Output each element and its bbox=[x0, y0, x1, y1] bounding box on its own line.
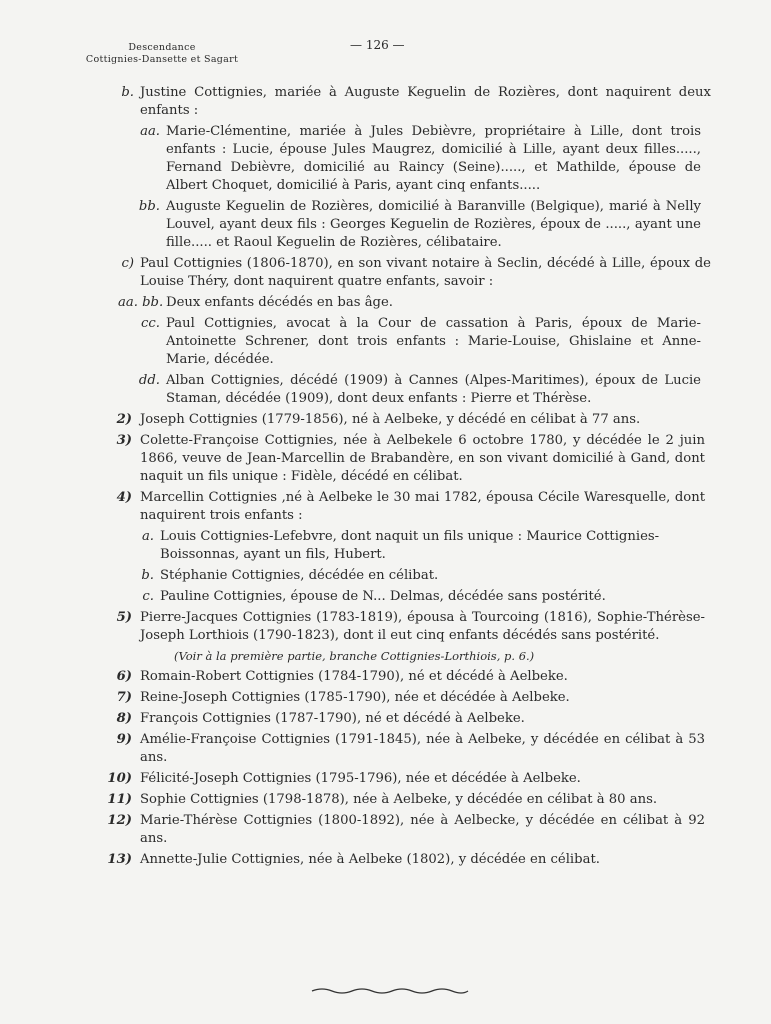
item-text: Justine Cottignies, mariée à Auguste Keguelin de Rozières, dont naquirent deux enfants : bbox=[140, 85, 711, 118]
item-label: 12) bbox=[107, 813, 132, 828]
item-label: dd. bbox=[138, 373, 160, 388]
item-label: bb. bbox=[138, 199, 160, 214]
item-text: Paul Cottignies (1806-1870), en son vivant notaire à Seclin, décédé à Lille, époux de Louise Théry, dont naquirent quatre enfants, savoir : bbox=[140, 256, 711, 289]
item-text: Alban Cottignies, décédé (1909) à Cannes (Alpes-Maritimes), époux de Lucie Staman, décédée (1909), dont deux enfants : Pierre et Thérèse. bbox=[166, 373, 701, 406]
item-text: Pierre-Jacques Cottignies (1783-1819), épousa à Tourcoing (1816), Sophie-Thérèse-Joseph Lorthiois (1790-1823), dont il eut cinq enfants décédés sans postérité. bbox=[140, 610, 705, 643]
list-item bbox=[0, 710, 771, 728]
item-text: Pauline Cottignies, épouse de N... Delmas, décédée sans postérité. bbox=[160, 589, 606, 604]
item-label: 11) bbox=[107, 792, 132, 807]
list-item bbox=[0, 198, 771, 252]
item-label: 9) bbox=[116, 732, 132, 747]
list-item bbox=[0, 489, 771, 525]
cross-reference-note: (Voir à la première partie, branche Cottignies-Lorthiois, p. 6.) bbox=[174, 649, 535, 663]
item-text: Annette-Julie Cottignies, née à Aelbeke (1802), y décédée en célibat. bbox=[140, 852, 600, 867]
item-label: 7) bbox=[116, 690, 132, 705]
item-text: Marie-Clémentine, mariée à Jules Debièvre, propriétaire à Lille, dont trois enfants : Lucie, épouse Jules Maugrez, domicilié à Lille, ayant deux filles....., Fernand Debièvre, domicilié au Raincy (Seine)....., et Mathilde, épouse de Albert Choquet, domicilié à Paris, ayant cinq enfants..... bbox=[166, 124, 701, 193]
list-item bbox=[0, 567, 771, 585]
list-item bbox=[0, 432, 771, 486]
list-item bbox=[0, 689, 771, 707]
item-label: 4) bbox=[116, 490, 132, 505]
list-item bbox=[0, 123, 771, 195]
list-item bbox=[0, 731, 771, 767]
list-item bbox=[0, 411, 771, 429]
running-title-line2: Cottignies-Dansette et Sagart bbox=[85, 54, 239, 65]
item-label: b. bbox=[121, 85, 134, 100]
genealogy-list bbox=[0, 84, 771, 872]
list-item bbox=[0, 609, 771, 645]
item-text: Reine-Joseph Cottignies (1785-1790), née et décédée à Aelbeke. bbox=[140, 690, 570, 705]
list-item bbox=[0, 851, 771, 869]
list-item bbox=[0, 770, 771, 788]
list-item bbox=[0, 791, 771, 809]
running-title-line1: Descendance bbox=[128, 42, 196, 53]
item-label: cc. bbox=[141, 316, 160, 331]
item-label: aa. bbox=[140, 124, 160, 139]
list-item bbox=[0, 372, 771, 408]
item-text: Louis Cottignies-Lefebvre, dont naquit un fils unique : Maurice Cottignies-Boissonnas, ayant un fils, Hubert. bbox=[160, 529, 660, 562]
item-text: Auguste Keguelin de Rozières, domicilié à Baranville (Belgique), marié à Nelly Louvel, ayant deux fils : Georges Keguelin de Rozières, époux de ....., ayant une fille..... et Raoul Keguelin de Rozières, célibataire. bbox=[166, 199, 701, 250]
item-label: 2) bbox=[116, 412, 132, 427]
item-text: Marcellin Cottignies ,né à Aelbeke le 30 mai 1782, épousa Cécile Waresquelle, dont naquirent trois enfants : bbox=[140, 490, 705, 523]
item-text: Stéphanie Cottignies, décédée en célibat. bbox=[160, 568, 439, 583]
item-label: 5) bbox=[116, 610, 132, 625]
item-label: 10) bbox=[107, 771, 132, 786]
page-number: — 126 — bbox=[350, 38, 405, 52]
list-item bbox=[0, 294, 771, 312]
item-label: aa. bb. bbox=[118, 295, 164, 310]
item-label: 6) bbox=[116, 669, 132, 684]
list-item bbox=[0, 315, 771, 369]
item-text: Romain-Robert Cottignies (1784-1790), né et décédé à Aelbeke. bbox=[140, 669, 568, 684]
item-label: 8) bbox=[116, 711, 132, 726]
item-text: Deux enfants décédés en bas âge. bbox=[166, 295, 393, 310]
list-item bbox=[0, 668, 771, 686]
item-text: François Cottignies (1787-1790), né et décédé à Aelbeke. bbox=[140, 711, 525, 726]
item-text: Sophie Cottignies (1798-1878), née à Aelbeke, y décédée en célibat à 80 ans. bbox=[140, 792, 658, 807]
item-label: 13) bbox=[107, 852, 132, 867]
item-label: a. bbox=[141, 529, 154, 544]
item-label: 3) bbox=[116, 433, 132, 448]
list-item bbox=[0, 84, 771, 120]
item-label: b. bbox=[141, 568, 154, 583]
item-text: Félicité-Joseph Cottignies (1795-1796), née et décédée à Aelbeke. bbox=[140, 771, 581, 786]
item-text: Amélie-Françoise Cottignies (1791-1845), née à Aelbeke, y décédée en célibat à 53 ans. bbox=[140, 732, 705, 765]
item-text: Marie-Thérèse Cottignies (1800-1892), née à Aelbecke, y décédée en célibat à 92 ans. bbox=[140, 813, 705, 846]
item-text: Paul Cottignies, avocat à la Cour de cassation à Paris, époux de Marie-Antoinette Schrener, dont trois enfants : Marie-Louise, Ghislaine et Anne-Marie, décédée. bbox=[166, 316, 701, 367]
item-label: c. bbox=[142, 589, 154, 604]
list-item bbox=[0, 528, 771, 564]
running-title bbox=[62, 42, 262, 66]
end-ornament bbox=[310, 986, 470, 996]
list-item bbox=[0, 588, 771, 606]
item-label: c) bbox=[121, 256, 134, 271]
item-text: Joseph Cottignies (1779-1856), né à Aelbeke, y décédé en célibat à 77 ans. bbox=[140, 412, 641, 427]
list-item bbox=[0, 255, 771, 291]
item-text: Colette-Françoise Cottignies, née à Aelbekele 6 octobre 1780, y décédée le 2 juin 1866, veuve de Jean-Marcellin de Brabandère, en son vivant domicilié à Gand, dont naquit un fils unique : Fidèle, décédé en célibat. bbox=[140, 433, 705, 484]
list-item bbox=[0, 812, 771, 848]
